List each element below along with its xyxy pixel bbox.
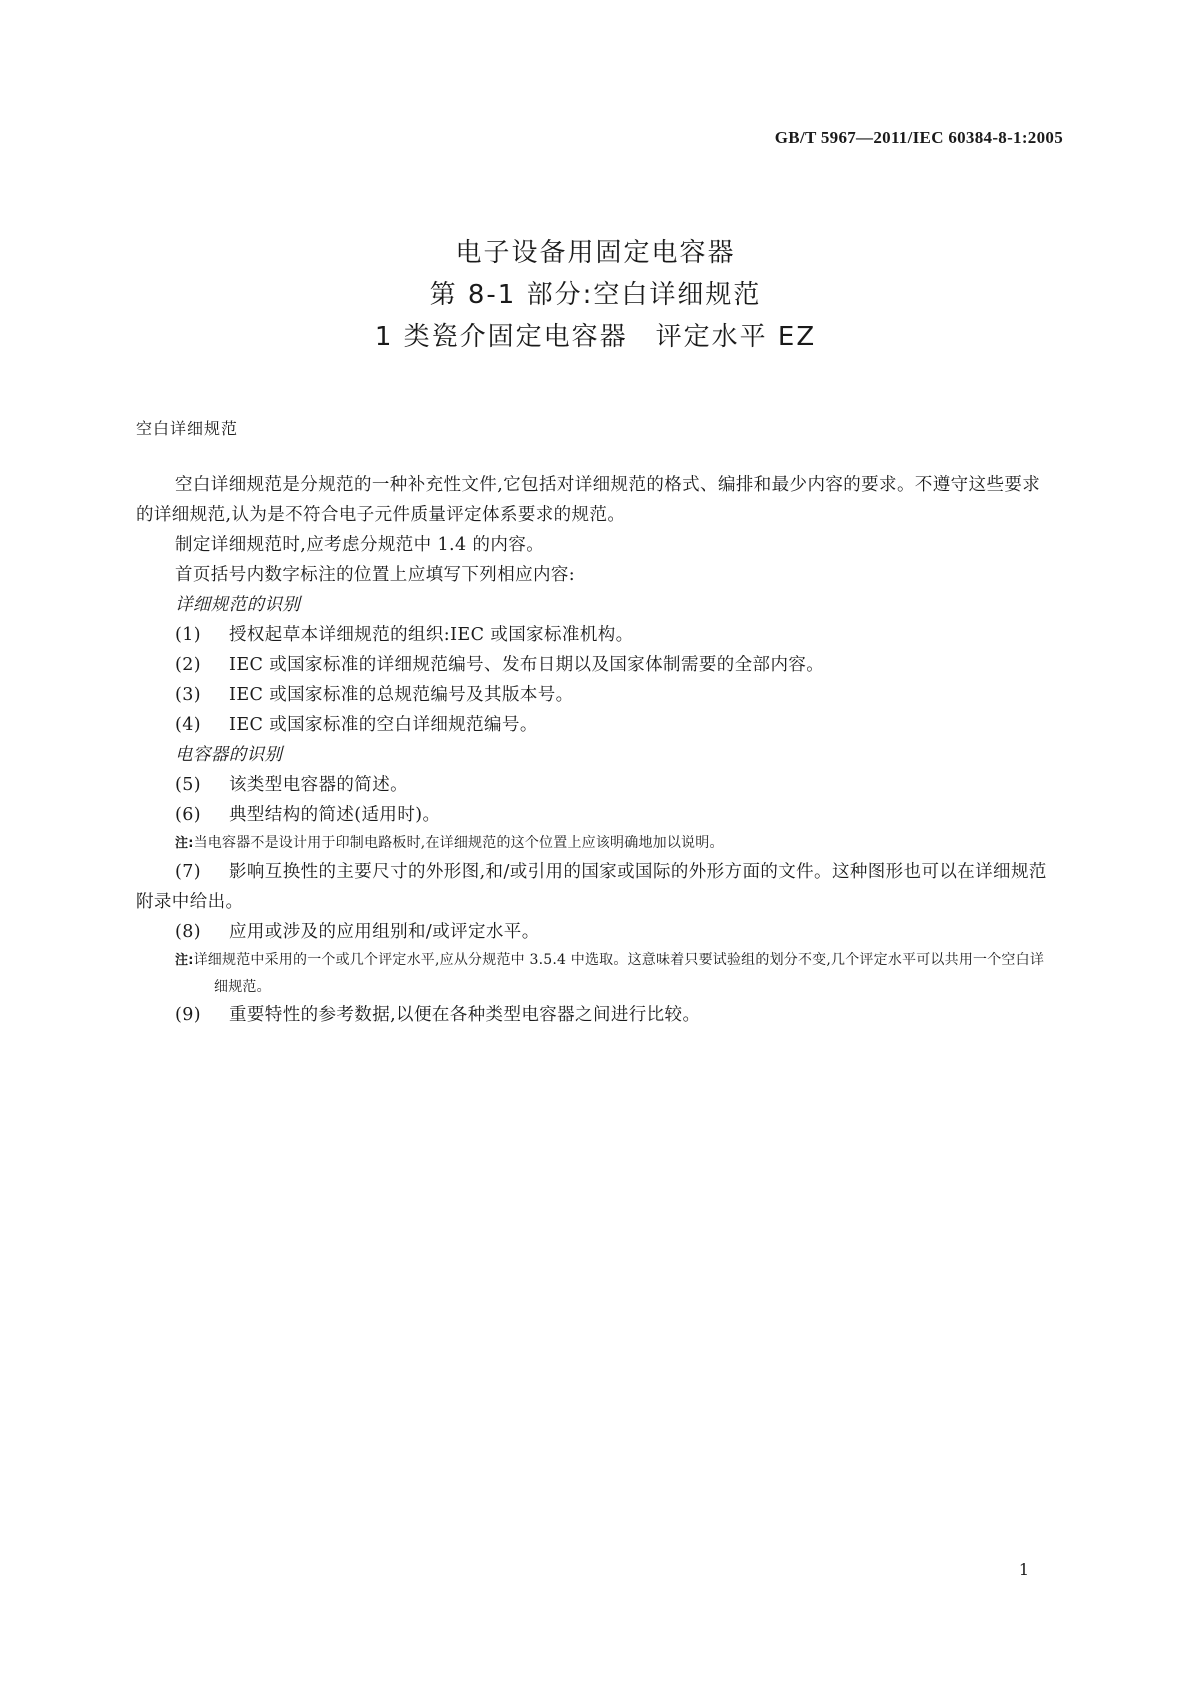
item-text: 应用或涉及的应用组别和/或评定水平。 (229, 922, 540, 942)
item-number: (8) (175, 922, 201, 942)
list-item (136, 1000, 1058, 1030)
item-number: (1) (175, 625, 201, 645)
list-item (136, 620, 1058, 650)
note-text: 详细规范中采用的一个或几个评定水平,应从分规范中 3.5.4 中选取。这意味着只要试验组的划分不变,几个评定水平可以共用一个空白详细规范。 (193, 952, 1045, 995)
item-number: (4) (175, 715, 201, 735)
list-item (136, 650, 1058, 680)
note-label: 注: (175, 953, 194, 968)
note-2 (136, 947, 1058, 1000)
section-heading: 空白详细规范 (136, 419, 239, 438)
item-number: (2) (175, 655, 201, 675)
list-item (136, 710, 1058, 740)
title-line-3: 1 类瓷介固定电容器 评定水平 EZ (374, 322, 817, 352)
item-text: 典型结构的简述(适用时)。 (229, 805, 441, 825)
paragraph-intro: 空白详细规范是分规范的一种补充性文件,它包括对详细规范的格式、编排和最少内容的要求。不遵守这些要求的详细规范,认为是不符合电子元件质量评定体系要求的规范。 (136, 475, 1041, 525)
item-number: (3) (175, 685, 201, 705)
item-text: 该类型电容器的简述。 (229, 775, 408, 795)
list-item (136, 857, 1058, 917)
note-text: 当电容器不是设计用于印制电路板时,在详细规范的这个位置上应该明确地加以说明。 (193, 835, 724, 851)
note-1 (136, 830, 1058, 857)
item-number: (7) (175, 862, 201, 882)
item-text: IEC 或国家标准的总规范编号及其版本号。 (229, 685, 574, 705)
list-item (136, 770, 1058, 800)
body-text (136, 470, 1058, 1030)
item-text: 影响互换性的主要尺寸的外形图,和/或引用的国家或国际的外形方面的文件。这种图形也可以在详细规范附录中给出。 (136, 862, 1047, 912)
group-heading-spec-identification: 详细规范的识别 (175, 595, 301, 615)
paragraph-instructions: 首页括号内数字标注的位置上应填写下列相应内容: (175, 565, 576, 585)
note-label: 注: (175, 836, 194, 851)
group-heading-capacitor-identification: 电容器的识别 (175, 745, 283, 765)
item-text: IEC 或国家标准的详细规范编号、发布日期以及国家体制需要的全部内容。 (229, 655, 825, 675)
list-item (136, 800, 1058, 830)
item-number: (9) (175, 1005, 201, 1025)
title-line-1: 电子设备用固定电容器 (455, 238, 736, 268)
list-item (136, 680, 1058, 710)
item-text: 授权起草本详细规范的组织:IEC 或国家标准机构。 (229, 625, 634, 645)
page-number: 1 (1018, 1560, 1029, 1579)
standard-code: GB/T 5967—2011/IEC 60384-8-1:2005 (774, 128, 1063, 147)
title-line-2: 第 8-1 部分:空白详细规范 (429, 280, 762, 310)
item-number: (6) (175, 805, 201, 825)
document-title (0, 232, 1191, 358)
paragraph-reference: 制定详细规范时,应考虑分规范中 1.4 的内容。 (175, 535, 545, 555)
item-number: (5) (175, 775, 201, 795)
item-text: IEC 或国家标准的空白详细规范编号。 (229, 715, 538, 735)
list-item (136, 917, 1058, 947)
item-text: 重要特性的参考数据,以便在各种类型电容器之间进行比较。 (229, 1005, 701, 1025)
